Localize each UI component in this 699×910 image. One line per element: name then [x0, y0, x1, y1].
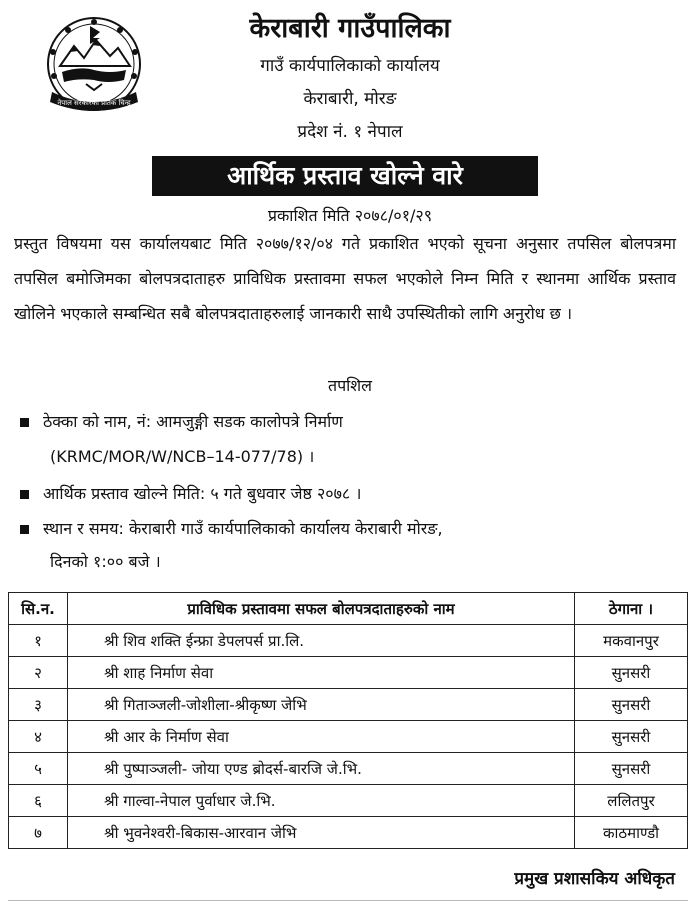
bullet-place-time — [20, 513, 443, 545]
cell-bidder-name: श्री शाह निर्माण सेवा — [68, 657, 575, 689]
cell-bidder-name: श्री पुष्पाञ्जली- जोया एण्ड ब्रोदर्स-बारजि जे.भि. — [68, 753, 575, 785]
bullet-text: ठेक्का को नाम, नं: आमजुङ्गी सडक कालोपत्रे निर्माण — [43, 412, 343, 431]
emblem-ribbon-text: नेपाल सरकारको प्रतिक चिन्ह — [57, 99, 131, 107]
cell-address: सुनसरी — [575, 657, 688, 689]
signatory-title: प्रमुख प्रशासकिय अधिकृत — [514, 869, 675, 889]
header-address: ठेगाना । — [575, 593, 688, 625]
bullet-text: स्थान र समय: केराबारी गाउँ कार्यपालिकाको कार्यालय केराबारी मोरङ, — [43, 519, 443, 538]
bullet-time: दिनको १:०० बजे । — [50, 552, 161, 571]
bidders-table — [8, 592, 688, 849]
cell-serial: ५ — [9, 753, 68, 785]
bullet-opening-date — [20, 478, 361, 510]
cell-address: ललितपुर — [575, 785, 688, 817]
details-heading: तपशिल — [327, 376, 373, 395]
published-date: प्रकाशित मिति २०७८/०१/२९ — [267, 206, 433, 225]
cell-address: सुनसरी — [575, 689, 688, 721]
cell-address: सुनसरी — [575, 721, 688, 753]
bullet-text: आर्थिक प्रस्ताव खोल्ने मिति: ५ गते बुधवार जेष्ठ २०७८ । — [43, 484, 362, 503]
cell-bidder-name: श्री शिव शक्ति ईन्फ्रा डेपलपर्स प्रा.लि. — [68, 625, 575, 657]
cell-serial: ४ — [9, 721, 68, 753]
header-bidder-name: प्राविधिक प्रस्तावमा सफल बोलपत्रदाताहरुको नाम — [68, 593, 575, 625]
cell-serial: १ — [9, 625, 68, 657]
bottom-divider — [8, 900, 688, 901]
cell-serial: ६ — [9, 785, 68, 817]
table-row — [9, 689, 688, 721]
office-location: केराबारी, मोरङ — [303, 89, 397, 109]
bullet-contract-number: (KRMC/MOR/W/NCB–14-077/78) । — [50, 447, 315, 466]
cell-serial: ७ — [9, 817, 68, 849]
table-row — [9, 657, 688, 689]
cell-address: मकवानपुर — [575, 625, 688, 657]
cell-address: सुनसरी — [575, 753, 688, 785]
province-line: प्रदेश नं. १ नेपाल — [297, 122, 403, 142]
table-header-row — [9, 593, 688, 625]
cell-bidder-name: श्री भुवनेश्वरी-बिकास-आरवान जेभि — [68, 817, 575, 849]
bullet-contract-name — [20, 406, 343, 438]
cell-address: काठमाण्डौ — [575, 817, 688, 849]
cell-serial: ३ — [9, 689, 68, 721]
cell-bidder-name: श्री गिताञ्जली-जोशीला-श्रीकृष्ण जेभि — [68, 689, 575, 721]
header-serial: सि.न. — [9, 593, 68, 625]
table-row — [9, 625, 688, 657]
table-row — [9, 721, 688, 753]
bullet-square-icon — [20, 490, 29, 499]
municipality-title: केराबारी गाउँपालिका — [249, 13, 451, 44]
cell-serial: २ — [9, 657, 68, 689]
nepal-emblem-icon — [40, 14, 148, 118]
office-name: गाउँ कार्यपालिकाको कार्यालय — [260, 56, 440, 76]
table-row — [9, 753, 688, 785]
table-row — [9, 785, 688, 817]
bullet-square-icon — [20, 525, 29, 534]
notice-body: प्रस्तुत विषयमा यस कार्यालयबाट मिति २०७७/१२/०४ गते प्रकाशित भएको सूचना अनुसार तपसिल बोलपत्रमा तपसिल बमोजिमका बोलपत्रदाताहरु प्राविधिक प्रस्तावमा सफल भएकोले निम्न मिति र स्थानमा आर्थिक प्रस्ताव खोलिने भएकाले सम्बन्धित सबै बोलपत्रदाताहरुलाई जानकारी साथै उपस्थितीको लागि अनुरोध छ । — [14, 234, 676, 323]
table-row — [9, 817, 688, 849]
bullet-square-icon — [20, 418, 29, 427]
notice-title-banner: आर्थिक प्रस्ताव खोल्ने वारे — [152, 156, 538, 196]
cell-bidder-name: श्री आर के निर्माण सेवा — [68, 721, 575, 753]
cell-bidder-name: श्री गाल्वा-नेपाल पुर्वाधार जे.भि. — [68, 785, 575, 817]
